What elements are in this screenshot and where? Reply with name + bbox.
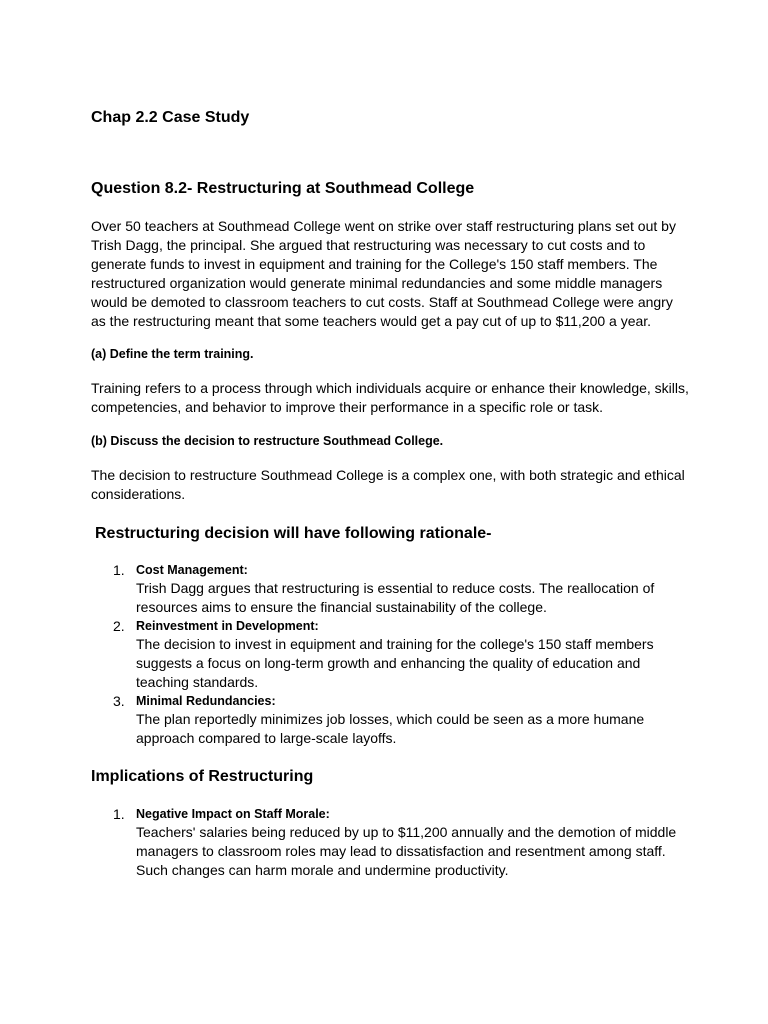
list-item-number: 1. bbox=[113, 562, 125, 578]
list-item-number: 3. bbox=[113, 693, 125, 709]
part-b-answer: The decision to restructure Southmead College is a complex one, with both strategic and ethical considerations. bbox=[91, 467, 685, 502]
intro-paragraph: Over 50 teachers at Southmead College went on strike over staff restructuring plans set out by Trish Dagg, the principal. She argued that restructuring was necessary to cut costs and to generate funds to invest in equipment and training for the College's 150 staff members. The restructured organization would generate minimal redundancies and some middle managers would be demoted to classroom teachers to cut costs. Staff at Southmead College were angry as the restructuring meant that some teachers would get a pay cut of up to $11,200 a year. bbox=[91, 218, 676, 329]
question-heading: Question 8.2- Restructuring at Southmead College bbox=[91, 180, 475, 197]
list-item-number: 1. bbox=[113, 806, 125, 822]
rationale-heading: Restructuring decision will have following rationale- bbox=[95, 525, 492, 542]
list-item-title: Negative Impact on Staff Morale: bbox=[136, 807, 330, 821]
list-item-body: The plan reportedly minimizes job losses, which could be seen as a more humane approach compared to large-scale layoffs. bbox=[136, 711, 645, 746]
list-item bbox=[91, 561, 691, 617]
part-a-answer: Training refers to a process through which individuals acquire or enhance their knowledge, skills, competencies, and behavior to improve their performance in a specific role or task. bbox=[91, 380, 689, 415]
rationale-list bbox=[91, 561, 691, 748]
list-item bbox=[91, 617, 691, 692]
list-item-title: Minimal Redundancies: bbox=[136, 694, 276, 708]
list-item bbox=[91, 805, 691, 880]
part-a-question: (a) Define the term training. bbox=[91, 347, 254, 361]
implications-heading: Implications of Restructuring bbox=[91, 768, 314, 785]
document-title: Chap 2.2 Case Study bbox=[91, 109, 250, 126]
list-item-number: 2. bbox=[113, 618, 125, 634]
list-item-body: Trish Dagg argues that restructuring is essential to reduce costs. The reallocation of resources aims to ensure the financial sustainability of the college. bbox=[136, 580, 655, 615]
list-item-title: Cost Management: bbox=[136, 563, 248, 577]
implications-list bbox=[91, 805, 691, 880]
list-item-body: Teachers' salaries being reduced by up to $11,200 annually and the demotion of middle managers to classroom roles may lead to dissatisfaction and resentment among staff. Such changes can harm morale and undermine productivity. bbox=[136, 824, 677, 878]
list-item-title: Reinvestment in Development: bbox=[136, 619, 319, 633]
part-b-question: (b) Discuss the decision to restructure Southmead College. bbox=[91, 434, 444, 448]
list-item bbox=[91, 692, 691, 748]
list-item-body: The decision to invest in equipment and training for the college's 150 staff members suggests a focus on long-term growth and enhancing the quality of education and teaching standards. bbox=[136, 636, 654, 690]
